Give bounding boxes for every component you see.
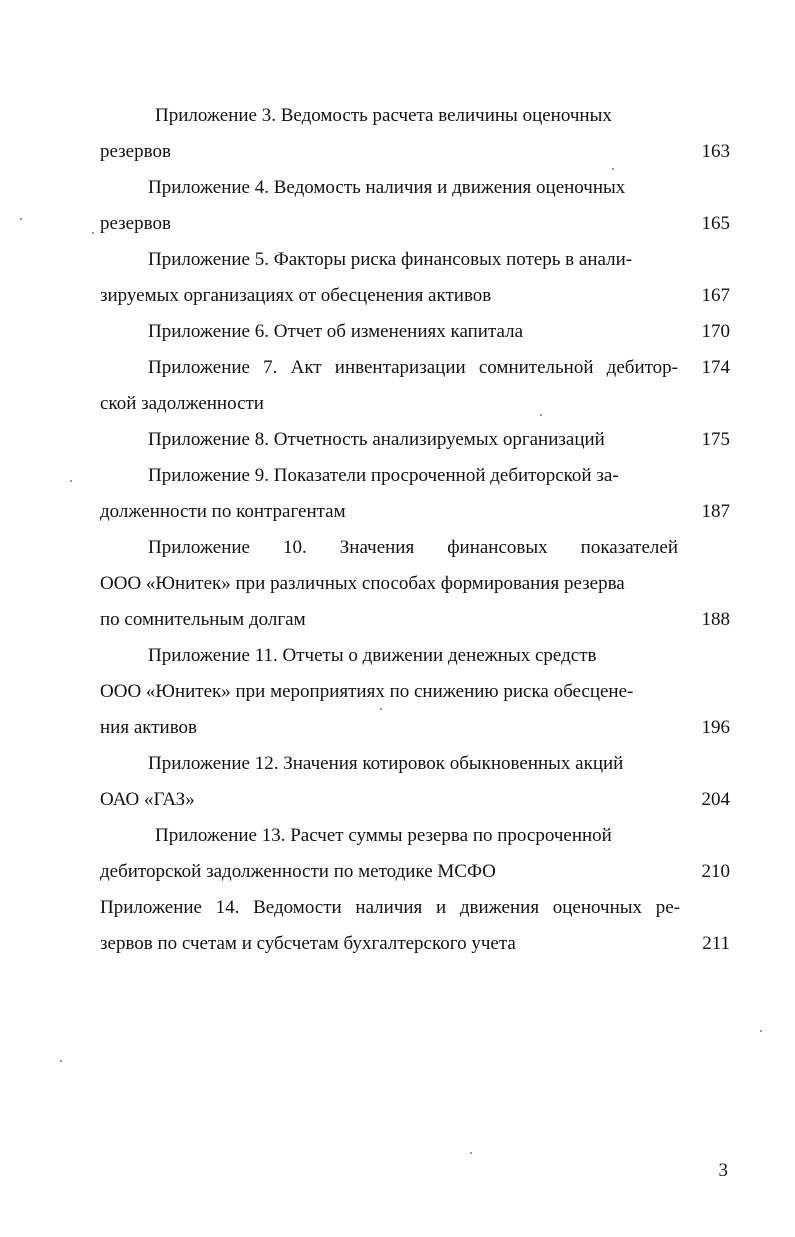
toc-entry-4-line-2: резервов [100, 213, 171, 234]
scan-speck [760, 1030, 762, 1032]
scan-speck [70, 480, 72, 482]
toc-entry-11-line-1: Приложение 11. Отчеты о движении денежных средств [148, 645, 597, 666]
toc-entry-13-line-2: дебиторской задолженности по методике МСФО [100, 861, 496, 882]
toc-entry-12-page: 204 [701, 789, 730, 810]
toc-entry-10-line-1: Приложение 10. Значения финансовых показателей [148, 537, 678, 558]
toc-entry-14-line-1: Приложение 14. Ведомости наличия и движения оценочных ре- [100, 897, 680, 918]
toc-entry-13-line-1: Приложение 13. Расчет суммы резерва по просроченной [155, 825, 612, 846]
toc-entry-8-page: 175 [701, 429, 730, 450]
toc-entry-7-line-1: Приложение 7. Акт инвентаризации сомнительной дебитор- [148, 357, 678, 378]
toc-entry-5-page: 167 [701, 285, 730, 306]
toc-entry-9-line-1: Приложение 9. Показатели просроченной дебиторской за- [148, 465, 619, 486]
toc-entry-4-page: 165 [701, 213, 730, 234]
toc-entry-8-line-1: Приложение 8. Отчетность анализируемых организаций [148, 429, 605, 450]
toc-entry-6-line-1: Приложение 6. Отчет об изменениях капитала [148, 321, 524, 342]
scan-speck [540, 414, 542, 416]
toc-entry-14-line-2: зервов по счетам и субсчетам бухгалтерского учета [100, 933, 516, 954]
toc-entry-10-page: 188 [701, 609, 730, 630]
scan-speck [92, 232, 94, 234]
toc-entry-13-page: 210 [701, 861, 730, 882]
toc-entry-10-line-3: по сомнительным долгам [100, 609, 306, 630]
toc-entry-9-page: 187 [701, 501, 730, 522]
toc-entry-5-line-1: Приложение 5. Факторы риска финансовых потерь в анали- [148, 249, 633, 270]
page-number: 3 [718, 1160, 728, 1181]
scan-speck [60, 1060, 62, 1062]
toc-entry-9-line-2: долженности по контрагентам [100, 501, 346, 522]
toc-entry-5-line-2: зируемых организациях от обесценения активов [100, 285, 492, 306]
toc-entry-3-page: 163 [701, 141, 730, 162]
toc-entry-14-page: 211 [702, 933, 730, 954]
toc-entry-12-line-2: ОАО «ГАЗ» [100, 789, 195, 810]
toc-entry-11-page: 196 [701, 717, 730, 738]
toc-entry-7-page: 174 [701, 357, 730, 378]
scan-speck [380, 708, 382, 710]
toc-entry-3-line-1: Приложение 3. Ведомость расчета величины оценочных [155, 105, 612, 126]
toc-entry-3-line-2: резервов [100, 141, 171, 162]
toc-entry-7-line-2: ской задолженности [100, 393, 264, 414]
toc-entry-11-line-3: ния активов [100, 717, 198, 738]
toc-entry-10-line-2: ООО «Юнитек» при различных способах формирования резерва [100, 573, 625, 594]
scan-speck [612, 168, 614, 170]
toc-entry-6-page: 170 [701, 321, 730, 342]
toc-entry-11-line-2: ООО «Юнитек» при мероприятиях по снижению риска обесцене- [100, 681, 634, 702]
scan-speck [20, 218, 22, 220]
toc-entry-4-line-1: Приложение 4. Ведомость наличия и движения оценочных [148, 177, 626, 198]
toc-entry-12-line-1: Приложение 12. Значения котировок обыкновенных акций [148, 753, 624, 774]
scan-speck [470, 1152, 472, 1154]
